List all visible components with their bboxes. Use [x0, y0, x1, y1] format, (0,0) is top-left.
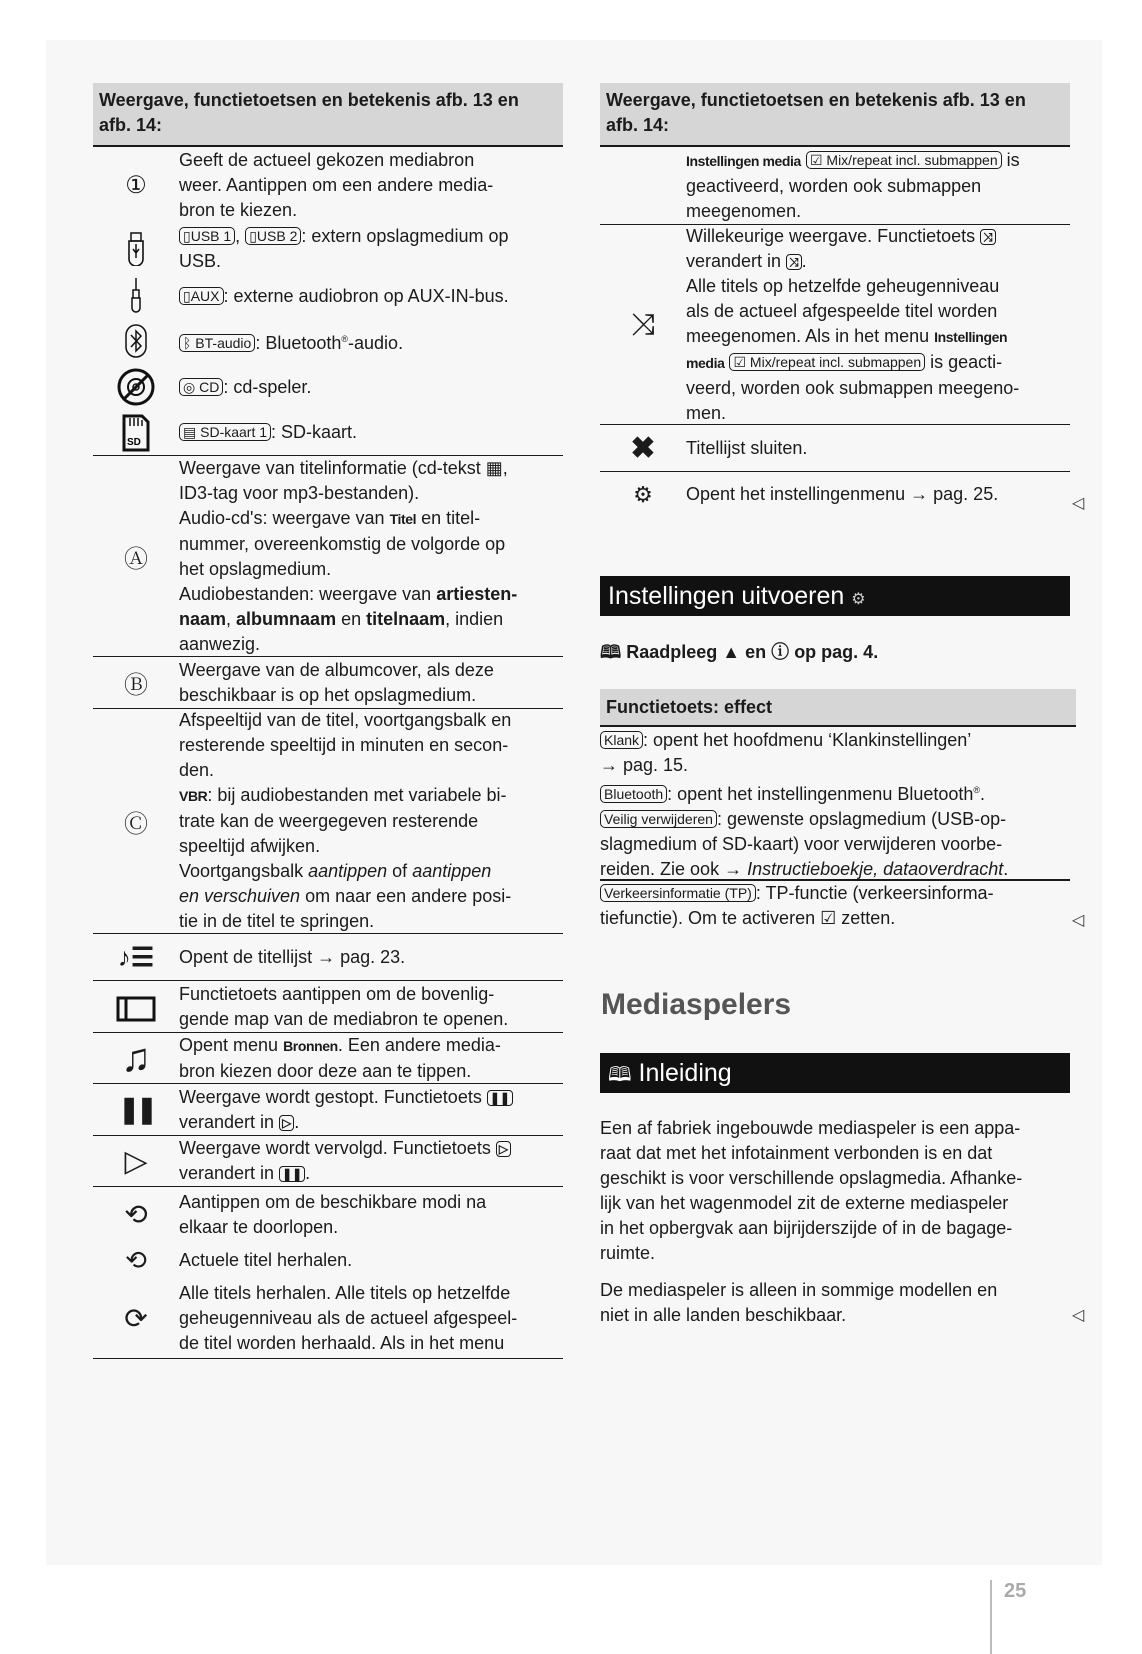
bold-text: artiesten-	[436, 583, 518, 604]
text-segment: Weergave wordt vervolgd. Functietoets	[179, 1138, 496, 1158]
table-row	[600, 472, 1070, 517]
function-key-icon[interactable]: ⤨	[786, 254, 802, 270]
text-line	[686, 249, 1070, 274]
text-line	[179, 733, 563, 758]
function-key[interactable]: ▯AUX	[179, 287, 224, 305]
text-segment: : SD-kaart.	[271, 422, 358, 442]
table-row	[93, 1242, 563, 1279]
text-line	[179, 982, 563, 1007]
circle-1-icon: ①	[125, 171, 147, 199]
registered-mark: ®	[973, 785, 981, 795]
close-icon: ✖	[630, 431, 656, 465]
section-title-text: Inleiding	[638, 1059, 732, 1087]
bluetooth-icon	[93, 324, 179, 358]
text-line	[179, 1136, 563, 1161]
text-segment: resterende speeltijd in minuten en secon-	[179, 735, 509, 755]
text-segment: ID3-tag voor mp3-bestanden).	[179, 482, 420, 503]
row-description	[686, 224, 1070, 426]
text-line	[179, 1085, 563, 1110]
row-description	[179, 982, 563, 1032]
row-description	[686, 148, 1070, 224]
consult-suffix: op pag. 4.	[794, 642, 879, 662]
text-segment: is geacti-	[925, 351, 1003, 372]
repeat-one-icon: ⟲	[125, 1245, 147, 1275]
text-line	[179, 249, 563, 274]
table-row	[93, 657, 563, 709]
text-segment: elkaar te doorlopen.	[179, 1216, 339, 1237]
row-description	[179, 1281, 563, 1356]
text-segment: Weergave wordt gestopt. Functietoets	[179, 1086, 487, 1107]
text-segment: Aantippen om de beschikbare modi na	[179, 1191, 487, 1212]
text-line	[179, 284, 563, 309]
text-line	[686, 299, 1070, 324]
function-key-icon[interactable]: ⤨	[980, 229, 996, 245]
function-key[interactable]: ▯USB 2	[245, 227, 301, 245]
tp-text-2: tiefunctie). Om te activeren	[600, 908, 821, 928]
function-key[interactable]: ☑ Mix/repeat incl. submappen	[729, 353, 925, 371]
menu-name: Bronnen	[283, 1037, 338, 1054]
text-segment: USB.	[179, 250, 222, 271]
text-line	[179, 1110, 563, 1135]
text-line	[179, 506, 563, 532]
table-row	[93, 1033, 563, 1084]
row-description	[179, 327, 563, 356]
text-segment: weer. Aantippen om een andere media-	[179, 174, 494, 195]
text-segment: tie in de titel te springen.	[179, 911, 375, 931]
italic-text: en verschuiven	[179, 886, 301, 906]
text-segment: Willekeurige weergave. Functietoets	[686, 225, 981, 246]
text-line	[686, 436, 1070, 461]
row-description	[179, 1248, 563, 1273]
right-table-body	[600, 147, 1070, 517]
menu-name: Titel	[389, 510, 417, 527]
text-line	[179, 658, 563, 683]
circle-b-icon: Ⓑ	[124, 672, 148, 699]
table-row	[93, 1187, 563, 1242]
paragraph-line: niet in alle landen beschikbaar.	[600, 1305, 847, 1325]
table-row	[93, 1136, 563, 1187]
sd-card-icon	[93, 414, 179, 452]
table-row	[93, 318, 563, 364]
function-table-header: Functietoets: effect	[600, 689, 1076, 727]
section-title-inleiding	[600, 1053, 1070, 1093]
bold-text: naam	[179, 608, 227, 629]
text-line	[179, 859, 563, 884]
header-line: afb. 14:	[99, 115, 163, 135]
text-line	[179, 375, 563, 400]
settings-icon: ⚙	[633, 481, 653, 507]
end-of-section-mark: ◁	[1072, 1307, 1085, 1324]
table-row	[93, 709, 563, 934]
table-row	[93, 410, 563, 456]
italic-text: aantippen	[412, 861, 492, 881]
text-line	[179, 1190, 563, 1215]
text-line	[179, 884, 563, 909]
veilig-text: : gewenste opslagmedium (USB-op-	[716, 809, 1007, 829]
function-key[interactable]: ᛒ BT-audio	[179, 334, 255, 352]
function-key-icon[interactable]: ▷	[496, 1141, 511, 1157]
intro-paragraph	[600, 1116, 1022, 1266]
bluetooth-key[interactable]: Bluetooth	[600, 785, 667, 803]
text-line	[179, 909, 563, 934]
text-line	[179, 224, 563, 249]
text-segment: ,	[226, 608, 237, 629]
text-segment: nummer, overeenkomstig de volgorde op	[179, 533, 506, 554]
function-key-icon[interactable]: ▷	[279, 1115, 294, 1131]
end-of-section-mark: ◁	[1072, 495, 1085, 512]
text-segment: Geeft de actueel gekozen mediabron	[179, 149, 475, 170]
section-title-text: Instellingen uitvoeren	[608, 582, 845, 610]
text-segment: men.	[686, 402, 727, 423]
end-of-section-mark: ◁	[1072, 912, 1085, 929]
play-icon: ▷	[124, 1144, 148, 1178]
text-segment: verandert in	[179, 1163, 280, 1183]
text-segment: verandert in	[179, 1111, 280, 1132]
tp-text: : TP-functie (verkeersinforma-	[755, 883, 994, 903]
text-segment: Opent de titellijst → pag. 23.	[179, 946, 406, 967]
veilig-verwijderen-key[interactable]: Veilig verwijderen	[600, 810, 717, 828]
text-line	[179, 758, 563, 783]
text-line	[179, 420, 563, 445]
text-line	[179, 481, 563, 506]
text-line	[179, 456, 563, 481]
text-line	[179, 809, 563, 834]
text-segment: : extern opslagmedium op	[301, 225, 509, 246]
text-line	[686, 224, 1070, 249]
circle-a-icon: Ⓐ	[124, 545, 148, 573]
italic-text: aantippen	[308, 861, 388, 881]
row-description	[686, 482, 1070, 507]
left-column	[93, 83, 563, 1359]
table-row	[93, 274, 563, 318]
text-line	[686, 174, 1070, 199]
klank-ref: → pag. 15.	[600, 755, 689, 775]
text-segment: ,	[235, 225, 246, 246]
tp-text-3: zetten.	[836, 908, 896, 928]
paragraph-line: De mediaspeler is alleen in sommige modellen en	[600, 1280, 998, 1300]
row-description	[179, 420, 563, 445]
circle-c-icon: Ⓒ	[124, 810, 148, 838]
text-segment: Voortgangsbalk	[179, 861, 309, 881]
menu-name: Instellingen media	[686, 152, 801, 169]
paragraph-line: in het opbergvak aan bijrijderszijde of in de bagage-	[600, 1218, 1013, 1238]
chapter-heading: Mediaspelers	[601, 988, 792, 1021]
text-line	[686, 274, 1070, 299]
text-segment: speeltijd afwijken.	[179, 836, 321, 856]
text-segment: en titel-	[416, 507, 481, 528]
table-row	[93, 981, 563, 1033]
function-key[interactable]: ☑ Mix/repeat incl. submappen	[806, 151, 1002, 169]
text-segment: of	[387, 861, 413, 881]
table-row	[93, 456, 563, 657]
page-number: 25	[1004, 1580, 1027, 1602]
text-segment: veerd, worden ook submappen meegeno-	[686, 377, 1020, 398]
row-description	[179, 1033, 563, 1084]
svg-text:SD: SD	[127, 436, 141, 448]
table-row	[93, 147, 563, 223]
text-segment: beschikbaar is op het opslagmedium.	[179, 684, 477, 705]
text-line	[686, 199, 1070, 224]
row-description	[686, 436, 1070, 461]
text-segment: geheugenniveau als de actueel afgespeel-	[179, 1308, 518, 1328]
row-description	[179, 1085, 563, 1135]
text-segment: is	[1001, 149, 1020, 170]
function-key-icon[interactable]: ❚❚	[279, 1166, 305, 1182]
paragraph-line: raat dat met het infotainment verbonden is en dat	[600, 1143, 993, 1163]
text-line	[179, 557, 563, 582]
function-key[interactable]: ◎ CD	[179, 378, 223, 396]
repeat-icon: ⟲	[124, 1199, 148, 1230]
table-row	[600, 147, 1070, 225]
row-description	[179, 945, 563, 970]
table-header-left	[93, 83, 563, 147]
paragraph-line: lijk van het wagenmodel zit de externe mediaspeler	[600, 1193, 1009, 1213]
text-line	[686, 324, 1070, 350]
cd-icon	[93, 368, 179, 406]
bluetooth-text: : opent het instellingenmenu Bluetooth	[667, 784, 974, 804]
left-table-body	[93, 147, 563, 1359]
menu-name: VBR	[179, 788, 208, 804]
checkbox-icon: ☑	[820, 908, 837, 928]
text-segment: bron kiezen door deze aan te tippen.	[179, 1060, 472, 1081]
text-segment: het opslagmedium.	[179, 558, 332, 579]
text-segment: : externe audiobron op AUX-IN-bus.	[223, 285, 509, 306]
table-row	[93, 364, 563, 410]
warning-icon: ▲	[722, 642, 741, 662]
text-line	[686, 350, 1070, 376]
row-description	[179, 1190, 563, 1240]
paragraph-line: ruimte.	[600, 1243, 656, 1263]
klank-text: : opent het hoofdmenu ‘Klankinstellingen’	[643, 730, 972, 750]
text-segment: Afspeeltijd van de titel, voortgangsbalk en	[179, 710, 512, 730]
veilig-end: .	[1003, 859, 1009, 879]
text-segment: den.	[179, 760, 215, 780]
table-header-right	[600, 83, 1070, 147]
text-segment: , indien	[445, 608, 504, 629]
consult-prefix: Raadpleeg	[626, 642, 718, 662]
text-segment: om naar een andere posi-	[300, 886, 512, 906]
veilig-text-2: slagmedium of SD-kaart) voor verwijderen voorbe-	[600, 834, 1003, 854]
text-line	[179, 173, 563, 198]
text-segment: Opent het instellingenmenu → pag. 25.	[686, 484, 999, 504]
klank-entry	[600, 728, 1008, 882]
paragraph-line: geschikt is voor verschillende opslagmedia. Afhanke-	[600, 1168, 1023, 1188]
row-description	[179, 284, 563, 309]
availability-paragraph	[600, 1278, 997, 1328]
registered-mark: ®	[341, 333, 349, 344]
row-description	[179, 456, 563, 657]
text-line	[179, 1007, 563, 1032]
bold-text: albumnaam	[236, 608, 337, 629]
text-segment: .	[305, 1163, 311, 1183]
text-line	[179, 327, 563, 356]
book-icon: 🕮	[608, 1064, 632, 1086]
text-line	[179, 1306, 563, 1331]
text-segment: en	[336, 608, 367, 629]
text-line	[179, 1033, 563, 1059]
text-line	[179, 607, 563, 632]
klank-key[interactable]: Klank	[600, 731, 643, 749]
row-description	[179, 658, 563, 708]
text-line	[179, 1281, 563, 1306]
text-segment: Weergave van de albumcover, als deze	[179, 659, 494, 680]
header-line: Weergave, functietoetsen en betekenis afb. 13 en	[99, 90, 519, 110]
veilig-reference: Instructieboekje, dataoverdracht	[747, 859, 1004, 879]
text-segment: verandert in	[686, 250, 787, 271]
header-line: Weergave, functietoetsen en betekenis afb. 13 en	[606, 90, 1026, 110]
text-line	[179, 683, 563, 708]
repeat-all-icon: ⟳	[124, 1303, 148, 1334]
section-title-instellingen	[600, 576, 1070, 616]
text-segment: de titel worden herhaald. Als in het menu	[179, 1333, 505, 1353]
text-segment: trate kan de weergegeven resterende	[179, 811, 479, 831]
tp-entry	[600, 881, 994, 931]
table-row	[93, 1279, 563, 1359]
table-row	[93, 1084, 563, 1136]
text-line	[179, 1248, 563, 1273]
function-key[interactable]: ▯USB 1	[179, 227, 235, 245]
aux-icon	[93, 277, 179, 315]
menu-name: media	[686, 354, 725, 371]
text-segment: Audio-cd's: weergave van	[179, 507, 390, 528]
text-line	[179, 532, 563, 557]
function-key-icon[interactable]: ❚❚	[487, 1090, 513, 1106]
table-row	[600, 425, 1070, 472]
text-segment: geactiveerd, worden ook submappen	[686, 175, 982, 196]
text-segment: meegenomen.	[686, 200, 802, 221]
text-segment: Titellijst sluiten.	[686, 437, 808, 458]
text-line	[179, 1161, 563, 1186]
book-icon: 🕮	[600, 642, 622, 662]
text-line	[686, 482, 1070, 507]
text-segment: Actuele titel herhalen.	[179, 1250, 353, 1270]
text-segment: Audiobestanden: weergave van	[179, 583, 437, 604]
page-number-divider	[990, 1580, 992, 1654]
text-line	[179, 1331, 563, 1356]
text-segment: .	[801, 250, 807, 271]
function-key[interactable]: ▤ SD-kaart 1	[179, 423, 271, 441]
row-description	[179, 148, 563, 223]
veilig-text-3: reiden. Zie ook →	[600, 859, 748, 879]
consult-middle: en	[745, 642, 767, 662]
text-line	[686, 376, 1070, 401]
paragraph-line: Een af fabriek ingebouwde mediaspeler is een appa-	[600, 1118, 1021, 1138]
text-segment: als de actueel afgespeelde titel worden	[686, 300, 998, 321]
text-segment: : cd-speler.	[223, 376, 312, 397]
text-segment: .	[294, 1111, 300, 1132]
consult-note	[600, 640, 878, 665]
table-row	[93, 934, 563, 981]
text-segment: gende map van de mediabron te openen.	[179, 1008, 509, 1029]
row-description	[179, 708, 563, 934]
text-segment: aanwezig.	[179, 633, 261, 654]
text-segment: : bij audiobestanden met variabele bi-	[207, 785, 507, 805]
text-line	[179, 1059, 563, 1084]
text-line	[179, 198, 563, 223]
bluetooth-end: .	[980, 784, 986, 804]
music-note-icon: ♫	[121, 1035, 151, 1080]
row-description	[179, 1136, 563, 1186]
text-segment: bron te kiezen.	[179, 199, 298, 220]
text-segment: Weergave van titelinformatie (cd-tekst ▦,	[179, 457, 508, 478]
folder-up-icon	[93, 992, 179, 1022]
table-row	[600, 225, 1070, 425]
verkeersinformatie-key[interactable]: Verkeersinformatie (TP)	[600, 884, 756, 902]
text-segment: Alle titels op hetzelfde geheugenniveau	[686, 275, 1000, 296]
text-line	[686, 148, 1070, 174]
text-line	[179, 148, 563, 173]
text-line	[179, 783, 563, 809]
shuffle-icon: ⤨	[631, 307, 655, 341]
text-line	[179, 945, 563, 970]
text-line	[179, 632, 563, 657]
settings-icon: ⚙	[851, 591, 866, 608]
text-segment: . Een andere media-	[337, 1034, 501, 1055]
usb-icon	[93, 232, 179, 266]
text-line	[179, 708, 563, 733]
table-row	[93, 223, 563, 274]
header-line: afb. 14:	[606, 115, 670, 135]
row-description	[179, 224, 563, 274]
text-segment: Alle titels herhalen. Alle titels op hetzelfde	[179, 1283, 511, 1303]
title-list-icon: ♪☰	[117, 941, 155, 972]
caution-icon: ⓘ	[771, 642, 790, 662]
text-line	[179, 582, 563, 607]
text-segment: meegenomen. Als in het menu	[686, 325, 935, 346]
text-segment: -audio.	[348, 332, 404, 353]
bold-text: titelnaam	[366, 608, 446, 629]
text-line	[686, 401, 1070, 426]
text-line	[179, 1215, 563, 1240]
right-column	[600, 83, 1070, 517]
menu-name: Instellingen	[934, 328, 1008, 345]
row-description	[179, 375, 563, 400]
text-segment: Functietoets aantippen om de bovenlig-	[179, 983, 495, 1004]
text-segment: : Bluetooth	[255, 332, 342, 353]
pause-icon: ❚❚	[118, 1094, 154, 1124]
text-segment: Opent menu	[179, 1034, 284, 1055]
text-line	[179, 834, 563, 859]
